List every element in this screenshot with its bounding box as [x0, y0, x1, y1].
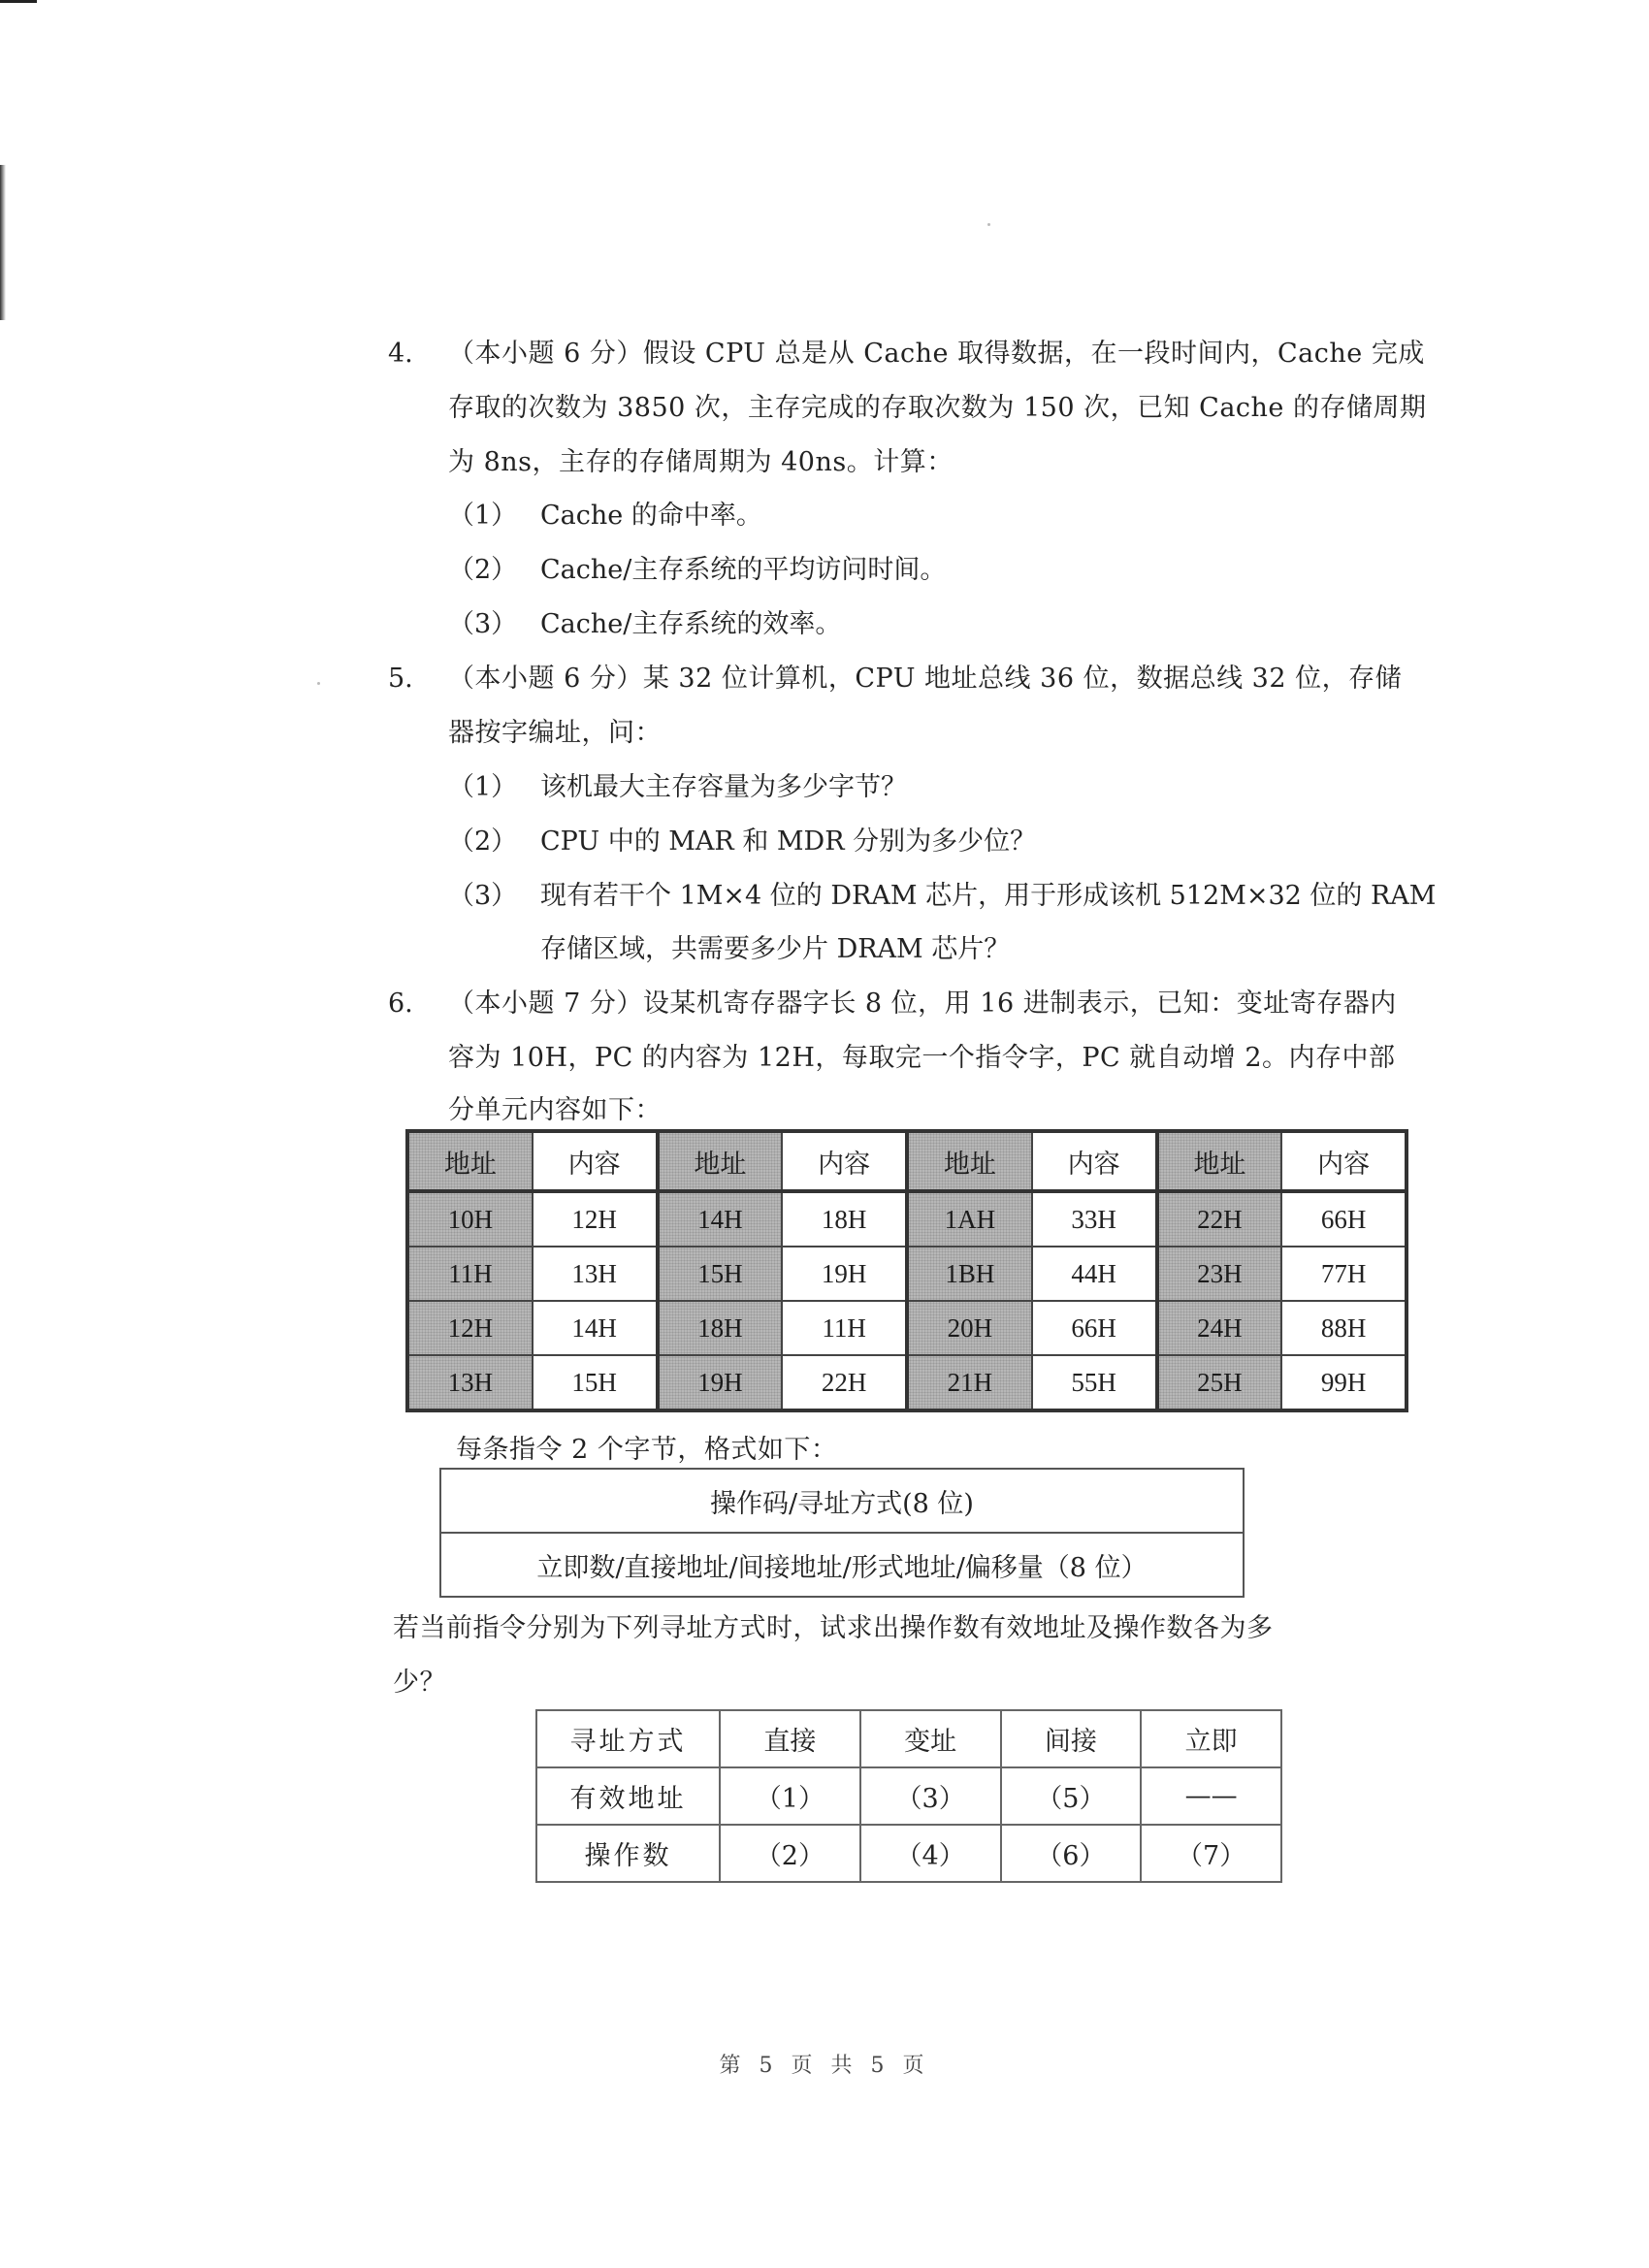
- sub-question: [448, 826, 1036, 859]
- format-intro: 每条指令 2 个字节，格式如下：: [456, 1435, 838, 1465]
- address-cell: 12H: [407, 1301, 533, 1355]
- address-cell: 1BH: [907, 1247, 1032, 1301]
- mode-header-cell: 间接: [1001, 1710, 1142, 1767]
- address-cell: 地址: [1157, 1131, 1282, 1191]
- address-cell: 13H: [407, 1355, 533, 1410]
- sub-question-label: （3）: [448, 881, 518, 911]
- sub-question-text: Cache/主存系统的效率。: [540, 609, 842, 639]
- content-cell: 88H: [1281, 1301, 1406, 1355]
- content-cell: 66H: [1281, 1191, 1406, 1247]
- question-text-line: 为 8ns，主存的存储周期为 40ns。计算：: [448, 447, 954, 477]
- content-cell: 55H: [1032, 1355, 1157, 1410]
- answer-blank-cell: ——: [1141, 1767, 1281, 1825]
- scan-speck: [317, 682, 320, 685]
- question-text-line: 若当前指令分别为下列寻址方式时，试求出操作数有效地址及操作数各为多: [393, 1613, 1274, 1643]
- sub-question-text: CPU 中的 MAR 和 MDR 分别为多少位？: [540, 826, 1037, 857]
- question-number: 6.: [388, 988, 413, 1019]
- memory-contents-table: [405, 1129, 1408, 1412]
- answer-blank-cell: （2）: [720, 1825, 860, 1882]
- content-cell: 19H: [782, 1247, 907, 1301]
- format-row: [440, 1533, 1244, 1597]
- address-cell: 地址: [407, 1131, 533, 1191]
- sub-question-label: （1）: [448, 772, 518, 802]
- sub-question-text: Cache 的命中率。: [540, 501, 762, 531]
- address-cell: 18H: [658, 1301, 783, 1355]
- address-cell: 19H: [658, 1355, 783, 1410]
- sub-question: [448, 500, 762, 533]
- sub-question: [448, 554, 946, 587]
- addressing-mode-table: [535, 1709, 1282, 1883]
- content-cell: 22H: [782, 1355, 907, 1410]
- scan-artifact-edge: [0, 165, 6, 320]
- content-cell: 77H: [1281, 1247, 1406, 1301]
- address-cell: 11H: [407, 1247, 533, 1301]
- answer-blank-cell: （4）: [860, 1825, 1001, 1882]
- content-cell: 44H: [1032, 1247, 1157, 1301]
- address-cell: 10H: [407, 1191, 533, 1247]
- memory-table-row: [407, 1247, 1406, 1301]
- answer-blank-cell: （1）: [720, 1767, 860, 1825]
- content-cell: 14H: [533, 1301, 658, 1355]
- question-text-line: 器按字编址，问：: [448, 718, 662, 748]
- address-cell: 24H: [1157, 1301, 1282, 1355]
- sub-question: [448, 608, 841, 641]
- content-cell: 内容: [1281, 1131, 1406, 1191]
- format-cell-operand: 立即数/直接地址/间接地址/形式地址/偏移量（8 位）: [440, 1533, 1244, 1597]
- address-cell: 1AH: [907, 1191, 1032, 1247]
- address-cell: 20H: [907, 1301, 1032, 1355]
- mode-header-cell: 直接: [720, 1710, 860, 1767]
- content-cell: 13H: [533, 1247, 658, 1301]
- content-cell: 18H: [782, 1191, 907, 1247]
- sub-question-label: （2）: [448, 555, 518, 585]
- row-label-cell: 操作数: [536, 1825, 720, 1882]
- memory-table-row: [407, 1191, 1406, 1247]
- address-cell: 21H: [907, 1355, 1032, 1410]
- address-cell: 地址: [907, 1131, 1032, 1191]
- sub-question-text: Cache/主存系统的平均访问时间。: [540, 555, 947, 585]
- question-number: 5.: [388, 664, 413, 694]
- content-cell: 66H: [1032, 1301, 1157, 1355]
- memory-table-header: [407, 1131, 1406, 1191]
- address-cell: 地址: [658, 1131, 783, 1191]
- instruction-format-table: [439, 1468, 1245, 1598]
- mode-header-cell: 立即: [1141, 1710, 1281, 1767]
- address-cell: 25H: [1157, 1355, 1282, 1410]
- format-row: [440, 1469, 1244, 1533]
- sub-question-continuation: 存储区域，共需要多少片 DRAM 芯片？: [540, 934, 1011, 964]
- content-cell: 11H: [782, 1301, 907, 1355]
- addressing-table-row: [536, 1825, 1281, 1882]
- row-label-cell: 寻址方式: [536, 1710, 720, 1767]
- answer-blank-cell: （7）: [1141, 1825, 1281, 1882]
- question-text-line: （本小题 6 分）假设 CPU 总是从 Cache 取得数据，在一段时间内，Cache 完成: [448, 339, 1425, 369]
- sub-question-label: （1）: [448, 501, 518, 531]
- answer-blank-cell: （3）: [860, 1767, 1001, 1825]
- memory-table-row: [407, 1355, 1406, 1410]
- sub-question: [448, 880, 1436, 913]
- address-cell: 15H: [658, 1247, 783, 1301]
- sub-question-text: 现有若干个 1M×4 位的 DRAM 芯片，用于形成该机 512M×32 位的 RAM: [540, 881, 1437, 911]
- content-cell: 33H: [1032, 1191, 1157, 1247]
- page-footer: 第 5 页 共 5 页: [719, 2054, 930, 2078]
- question-text-line: （本小题 6 分）某 32 位计算机，CPU 地址总线 36 位，数据总线 32 位，存储: [448, 664, 1403, 694]
- addressing-table-header: [536, 1710, 1281, 1767]
- content-cell: 内容: [782, 1131, 907, 1191]
- sub-question-text: 该机最大主存容量为多少字节？: [540, 772, 907, 802]
- question-text-line: 分单元内容如下：: [448, 1095, 662, 1125]
- address-cell: 23H: [1157, 1247, 1282, 1301]
- answer-blank-cell: （5）: [1001, 1767, 1142, 1825]
- address-cell: 14H: [658, 1191, 783, 1247]
- memory-table-row: [407, 1301, 1406, 1355]
- content-cell: 内容: [1032, 1131, 1157, 1191]
- content-cell: 15H: [533, 1355, 658, 1410]
- question-text-line: （本小题 7 分）设某机寄存器字长 8 位，用 16 进制表示，已知：变址寄存器内: [448, 988, 1397, 1019]
- sub-question-label: （3）: [448, 609, 518, 639]
- mode-header-cell: 变址: [860, 1710, 1001, 1767]
- content-cell: 99H: [1281, 1355, 1406, 1410]
- question-number: 4.: [388, 339, 413, 369]
- format-cell-opcode: 操作码/寻址方式(8 位): [440, 1469, 1244, 1533]
- address-cell: 22H: [1157, 1191, 1282, 1247]
- question-text-line: 存取的次数为 3850 次，主存完成的存取次数为 150 次，已知 Cache 的存储周期: [448, 393, 1427, 423]
- content-cell: 12H: [533, 1191, 658, 1247]
- scan-speck: [987, 223, 990, 226]
- addressing-table-row: [536, 1767, 1281, 1825]
- question-text-line: 少？: [393, 1668, 446, 1698]
- question-text-line: 容为 10H，PC 的内容为 12H，每取完一个指令字，PC 就自动增 2。内存中部: [448, 1043, 1396, 1073]
- row-label-cell: 有效地址: [536, 1767, 720, 1825]
- sub-question: [448, 771, 907, 804]
- content-cell: 内容: [533, 1131, 658, 1191]
- scan-artifact-top: [0, 0, 37, 3]
- answer-blank-cell: （6）: [1001, 1825, 1142, 1882]
- sub-question-label: （2）: [448, 826, 518, 857]
